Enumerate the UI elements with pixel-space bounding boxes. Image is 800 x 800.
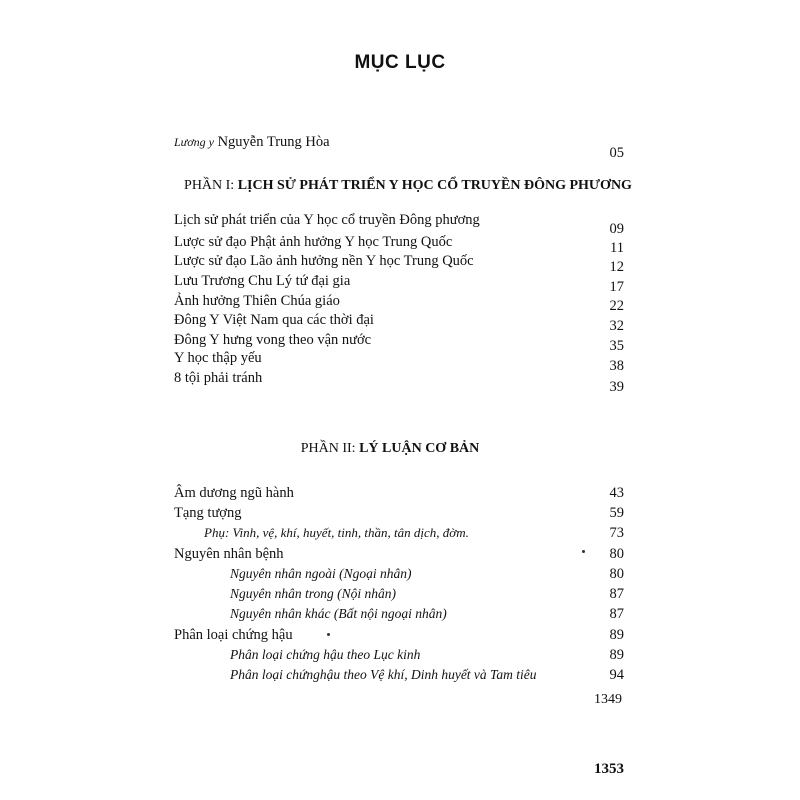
preface-page: 05 [609, 145, 624, 161]
toc-entry-label: Nguyên nhân ngoài (Ngoại nhân) [230, 566, 412, 581]
toc-entry-page: 17 [609, 279, 624, 295]
toc-entry-page: 39 [609, 379, 624, 395]
part1-prefix: PHẦN I: [184, 178, 235, 193]
ink-speck [582, 550, 585, 553]
preface-page-row [0, 145, 800, 165]
preface-author-name: Nguyễn Trung Hòa [217, 134, 330, 150]
page-title: MỤC LỤC [354, 52, 446, 73]
toc-entry-label: Phân loại chứnghậu theo Vệ khí, Dinh huyết và Tam tiêu [230, 667, 537, 682]
part2-title: LÝ LUẬN CƠ BẢN [359, 441, 480, 456]
toc-entry-page: 43 [609, 485, 624, 501]
toc-entry [0, 566, 800, 586]
page-number: 1353 [594, 761, 624, 777]
toc-entry-label: Phân loại chứng hậu [174, 627, 293, 643]
toc-entry [0, 586, 800, 606]
toc-entry-label: 8 tội phải tránh [174, 370, 263, 386]
toc-entry-page: 12 [609, 259, 624, 275]
inner-page-number: 1349 [594, 692, 622, 707]
part1-title: LỊCH SỬ PHÁT TRIỂN Y HỌC CỔ TRUYỀN ĐÔNG PHƯƠNG [237, 178, 632, 193]
toc-entry-page: 09 [609, 221, 624, 237]
toc-entry [0, 647, 800, 667]
toc-entry-page: 80 [609, 566, 624, 582]
toc-entry-page: 59 [609, 505, 624, 521]
toc-entry-label: Lưu Trương Chu Lý tứ đại gia [174, 273, 351, 289]
toc-entry-page: 38 [609, 358, 624, 374]
toc-entry-label: Phân loại chứng hậu theo Lục kinh [230, 647, 421, 662]
toc-entry-page: 35 [609, 338, 624, 354]
part1-heading [8, 178, 800, 194]
toc-entry-page: 11 [610, 240, 624, 256]
toc-entry [0, 485, 800, 505]
toc-entry-page: 89 [609, 627, 624, 643]
toc-entry-page: 80 [609, 546, 624, 562]
preface-author-prefix: Lương y [174, 135, 214, 149]
toc-entry-label: Phụ: Vinh, vệ, khí, huyết, tinh, thần, tân dịch, đờm. [204, 525, 469, 540]
toc-entry-label: Ảnh hưởng Thiên Chúa giáo [174, 293, 340, 309]
toc-entry-label: Lịch sử phát triển của Y học cổ truyền Đông phương [174, 212, 480, 228]
toc-entry-label: Lược sử đạo Lão ảnh hưởng nền Y học Trung Quốc [174, 253, 474, 269]
toc-entry [0, 525, 800, 545]
toc-entry [0, 627, 800, 647]
toc-entry-page: 87 [609, 586, 624, 602]
toc-entry-label: Tạng tượng [174, 505, 242, 521]
part2-prefix: PHẦN II: [300, 441, 356, 456]
toc-entry-page: 87 [609, 606, 624, 622]
toc-entry-page: 22 [609, 298, 624, 314]
toc-entry-page: 73 [609, 525, 624, 541]
toc-entry-label: Âm dương ngũ hành [174, 485, 294, 501]
ink-speck [327, 633, 330, 636]
toc-entry-page: 32 [609, 318, 624, 334]
toc-entry [0, 505, 800, 525]
toc-entry-label: Y học thập yếu [174, 350, 262, 366]
toc-entry-label: Đông Y hưng vong theo vận nước [174, 332, 372, 348]
toc-entry-page: 89 [609, 647, 624, 663]
toc-entry-page: 94 [609, 667, 624, 683]
toc-entry-label: Nguyên nhân khác (Bất nội ngoại nhân) [230, 606, 447, 621]
toc-entry [0, 546, 800, 566]
toc-entry-label: Nguyên nhân bệnh [174, 546, 284, 562]
toc-entry-label: Nguyên nhân trong (Nội nhân) [230, 586, 396, 601]
toc-entry-label: Đông Y Việt Nam qua các thời đại [174, 312, 374, 328]
toc-entry [0, 667, 800, 687]
toc-entry-page-row [0, 379, 800, 399]
part2-heading [0, 441, 790, 457]
toc-entry-label: Lược sử đạo Phật ảnh hưởng Y học Trung Quốc [174, 234, 453, 250]
toc-entry [0, 606, 800, 626]
